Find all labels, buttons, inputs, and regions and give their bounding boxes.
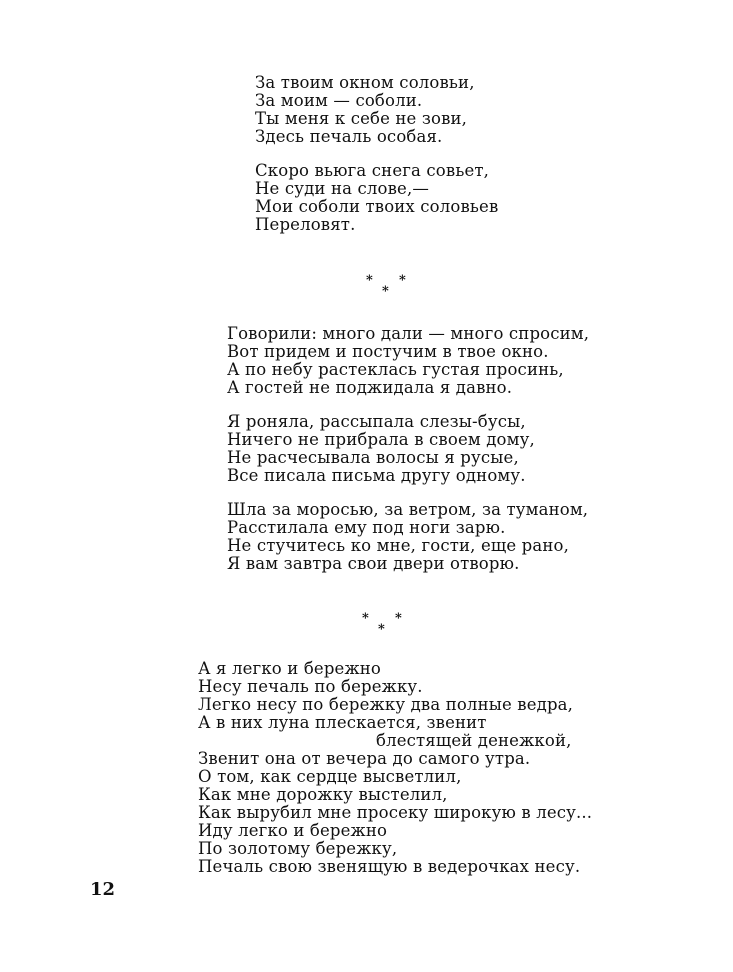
poem-line: О том, как сердце высветлил, bbox=[198, 767, 462, 786]
poem-1-stanza-2 bbox=[255, 162, 498, 234]
asterisk: * bbox=[362, 611, 369, 626]
poem-3 bbox=[198, 660, 592, 876]
poem-line: Говорили: много дали — много спросим, bbox=[227, 324, 590, 343]
asterisk: * bbox=[399, 273, 406, 288]
poem-line: Я роняла, рассыпала слезы-бусы, bbox=[227, 412, 526, 431]
poem-line: По золотому бережку, bbox=[198, 839, 398, 858]
poem-line: А гостей не поджидала я давно. bbox=[227, 378, 513, 397]
asterisk: * bbox=[395, 611, 402, 626]
poem-line: Все писала письма другу одному. bbox=[227, 466, 526, 485]
section-separator bbox=[356, 610, 416, 636]
poem-line: Не расчесывала волосы я русые, bbox=[227, 448, 519, 467]
poem-line: Несу печаль по бережку. bbox=[198, 677, 423, 696]
asterisk: * bbox=[382, 284, 389, 299]
poem-2-stanza-2 bbox=[227, 413, 535, 485]
poem-line: А я легко и бережно bbox=[198, 659, 382, 678]
poem-line-indented: блестящей денежкой, bbox=[376, 731, 572, 750]
poem-line: А в них луна плескается, звенит bbox=[198, 713, 487, 732]
poem-line: Звенит она от вечера до самого утра. bbox=[198, 749, 531, 768]
poem-line: Мои соболи твоих соловьев bbox=[255, 197, 499, 216]
poem-line: Не суди на слове,— bbox=[255, 179, 429, 198]
poem-line: Скоро вьюга снега совьет, bbox=[255, 161, 490, 180]
poem-line: Переловят. bbox=[255, 215, 356, 234]
poem-line: Печаль свою звенящую в ведерочках несу. bbox=[198, 857, 581, 876]
poem-line: Как мне дорожку выстелил, bbox=[198, 785, 448, 804]
poem-1-stanza-1 bbox=[255, 74, 475, 146]
poem-line: Я вам завтра свои двери отворю. bbox=[227, 554, 520, 573]
section-separator bbox=[360, 272, 420, 298]
poem-2-stanza-3 bbox=[227, 501, 588, 573]
poem-line: Ничего не прибрала в своем дому, bbox=[227, 430, 535, 449]
poem-2-stanza-1 bbox=[227, 325, 589, 397]
poem-line: Иду легко и бережно bbox=[198, 821, 388, 840]
poem-line: За моим — соболи. bbox=[255, 91, 423, 110]
poem-line: Здесь печаль особая. bbox=[255, 127, 443, 146]
poem-line: Расстилала ему под ноги зарю. bbox=[227, 518, 506, 537]
poem-line: Не стучитесь ко мне, гости, еще рано, bbox=[227, 536, 569, 555]
poem-line: Вот придем и постучим в твое окно. bbox=[227, 342, 549, 361]
poem-line: За твоим окном соловьи, bbox=[255, 73, 475, 92]
poem-line: Ты меня к себе не зови, bbox=[255, 109, 468, 128]
page-number: 12 bbox=[90, 879, 116, 900]
asterisk: * bbox=[378, 622, 385, 637]
poem-line: Как вырубил мне просеку широкую в лесу... bbox=[198, 803, 593, 822]
poem-line: А по небу растеклась густая просинь, bbox=[227, 360, 564, 379]
poem-line: Шла за моросью, за ветром, за туманом, bbox=[227, 500, 589, 519]
poem-line: Легко несу по бережку два полные ведра, bbox=[198, 695, 574, 714]
asterisk: * bbox=[366, 273, 373, 288]
